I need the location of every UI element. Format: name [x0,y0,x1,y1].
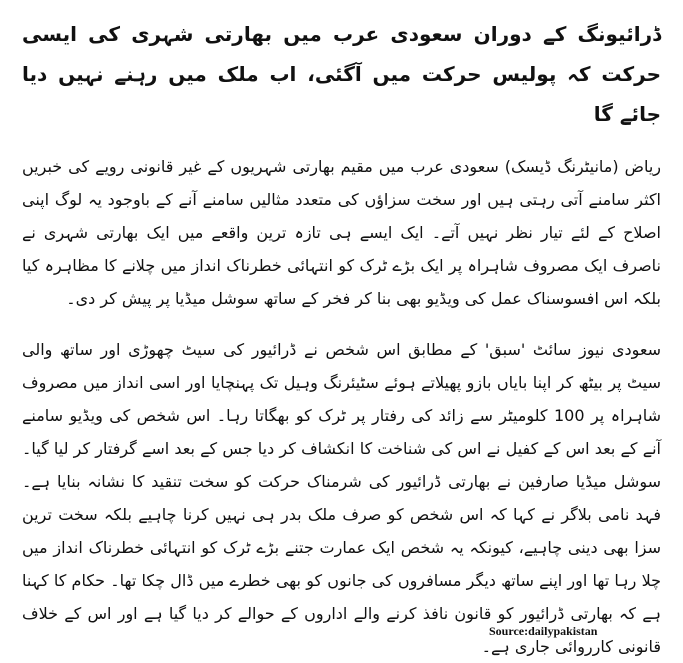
article-paragraph-1: ریاض (مانیٹرنگ ڈیسک) سعودی عرب میں مقیم بھارتی شہریوں کے غیر قانونی رویے کی خبریں اکثر سامنے آتی رہتی ہیں اور سخت سزاؤں کی متعدد مثالیں سامنے آنے کے باوجود یہ لوگ اپنی اصلاح کے لئے تیار نظر نہیں آتے۔ ایک ایسے ہی تازہ ترین واقعے میں ایک بھارتی شہری نے ناصرف ایک مصروف شاہراہ پر ایک بڑے ٹرک کو انتہائی خطرناک انداز میں چلانے کا مظاہرہ کیا بلکہ اس افسوسناک عمل کی ویڈیو بھی بنا کر فخر کے ساتھ سوشل میڈیا پر پیش کر دی۔ [22,157,661,308]
article-headline: ڈرائیونگ کے دوران سعودی عرب میں بھارتی شہری کی ایسی حرکت کہ پولیس حرکت میں آگئی، اب ملک میں رہنے نہیں دیا جائے گا [22,22,661,126]
source-credit: Source:dailypakistan [489,624,598,638]
article-paragraph-2: سعودی نیوز سائٹ 'سبق' کے مطابق اس شخص نے ڈرائیور کی سیٹ چھوڑی اور ساتھ والی سیٹ پر بیٹھ کر اپنا بایاں بازو پھیلاتے ہوئے سٹیئرنگ وہیل تک پہنچایا اور اسی انداز میں مصروف شاہراہ پر 100 کلومیٹر سے زائد کی رفتار پر ٹرک کو بھگاتا رہا۔ اس شخص کی ویڈیو سامنے آنے کے بعد اس کے کفیل نے اس کی شناخت کا انکشاف کر دیا جس کے بعد اسے گرفتار کر لیا گیا۔ سوشل میڈیا صارفین نے بھارتی ڈرائیور کی شرمناک حرکت کو سخت تنقید کا نشانہ بنایا ہے۔ فہد نامی بلاگر نے کہا کہ اس شخص کو صرف ملک بدر ہی نہیں کرنا چاہیے بلکہ سخت ترین سزا بھی دینی چاہیے، کیونکہ یہ شخص ایک عمارت جتنے بڑے ٹرک کو انتہائی خطرناک انداز میں چلا رہا تھا اور اپنے ساتھ دیگر مسافروں کی جانوں کو بھی خطرے میں ڈال چکا تھا۔ حکام کا کہنا ہے کہ بھارتی ڈرائیور کو قانون نافذ کرنے والے اداروں کے حوالے کر دیا گیا ہے اور اس کے خلاف قانونی کارروائی جاری ہے۔ [22,340,662,656]
